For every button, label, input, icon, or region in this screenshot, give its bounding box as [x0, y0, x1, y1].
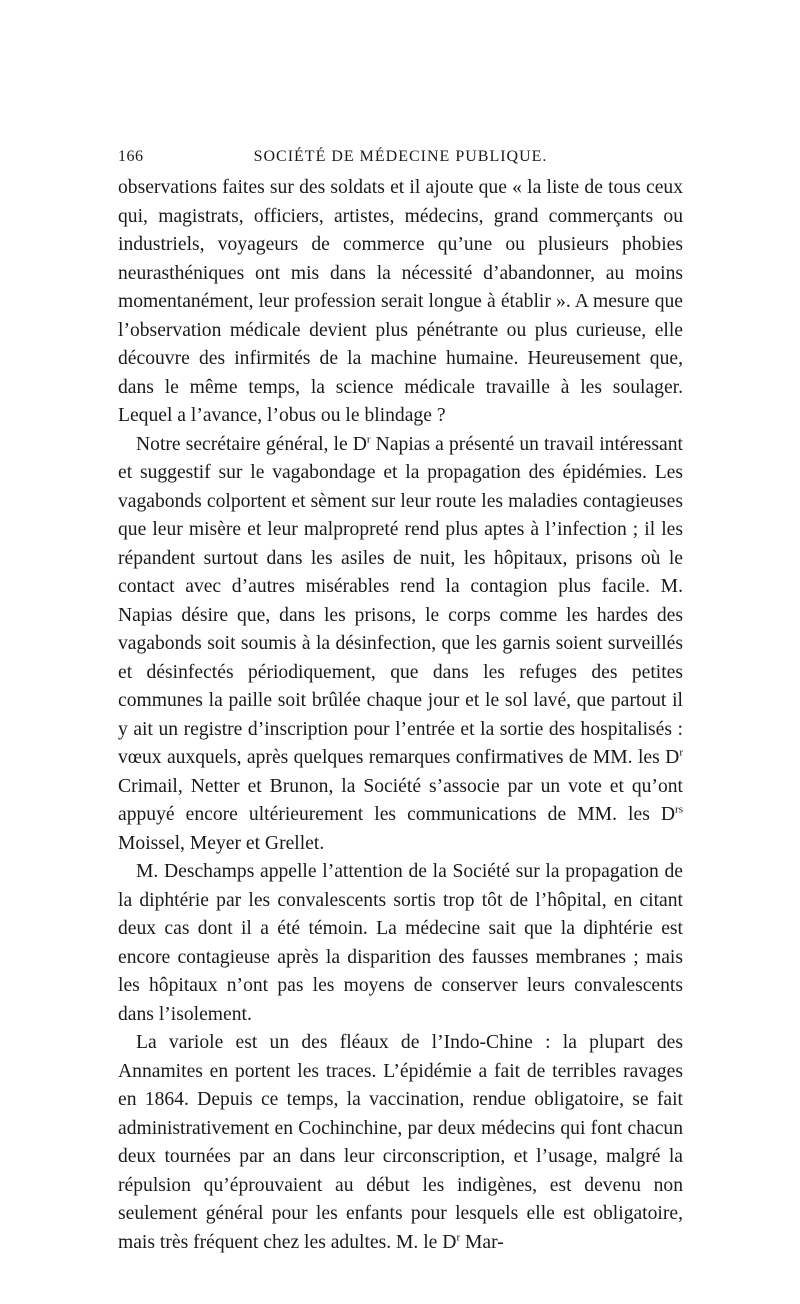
body-text: [118, 174, 683, 1257]
running-header: [118, 148, 683, 174]
paragraph-text: Napias a présenté un travail intéressant et suggestif sur le vagabondage et la propagation des épidémies. Les vagabonds colportent et sèment sur leur route les maladies contagieuses que leur misère et leur malpropreté rend plus aptes à l’infection ; il les répandent surtout dans les asiles de nuit, les hôpitaux, prisons où le contact avec d’autres misérables rend la contagion plus facile. M. Napias désire que, dans les prisons, le corps comme les hardes des vagabonds soit soumis à la désinfection, que les garnis soient surveillés et désinfectés périodiquement, que dans les refuges des petites communes la paille soit brûlée chaque jour et le sol lavé, que partout il y ait un registre d’inscription pour l’entrée et la sortie des hospitalisés : vœux auxquels, après quelques remarques confirmatives de MM. les D: [118, 433, 683, 768]
paragraph-text: Notre secrétaire général, le D: [136, 433, 367, 455]
paragraph: [118, 858, 683, 1029]
superscript: r: [456, 1230, 461, 1243]
running-title: SOCIÉTÉ DE MÉDECINE PUBLIQUE.: [253, 148, 548, 165]
page-number: 166: [118, 148, 144, 165]
paragraph-text: M. Deschamps appelle l’attention de la Société sur la propagation de la diphtérie par les convalescents sortis trop tôt de l’hôpital, en citant deux cas dont il a été témoin. La médecine sait que la diphtérie est encore contagieuse après la disparition des fausses membranes ; mais les hôpitaux n’ont pas les moyens de conserver leurs convalescents dans l’isolement.: [118, 861, 683, 1025]
superscript: r: [366, 432, 371, 445]
paragraph: [118, 431, 683, 859]
superscript: r: [679, 746, 683, 759]
paragraph-text: Crimail, Netter et Brunon, la Société s’associe par un vote et qu’ont appuyé encore ultérieurement les communications de MM. les D: [118, 775, 683, 825]
paragraph-text: Mar-: [460, 1231, 504, 1253]
paragraph-text: La variole est un des fléaux de l’Indo-Chine : la plupart des Annamites en portent les traces. L’épidémie a fait de terribles ravages en 1864. Depuis ce temps, la vaccination, rendue obligatoire, se fait administrativement en Cochinchine, par deux médecins qui font chacun deux tournées par an dans leur circonscription, et l’usage, malgré la répulsion qu’éprouvaient au début les indigènes, est devenu non seulement général pour les enfants pour lesquels elle est obligatoire, mais très fréquent chez les adultes. M. le D: [118, 1032, 683, 1253]
paragraph: [118, 1029, 683, 1257]
paragraph-text: observations faites sur des soldats et il ajoute que « la liste de tous ceux qui, magistrats, officiers, artistes, médecins, grand commerçants ou industriels, voyageurs de commerce qu’une ou plusieurs phobies neurasthéniques ont mis dans la nécessité d’abandonner, au moins momentanément, leur profession serait longue à établir ». A mesure que l’observation médicale devient plus pénétrante ou plus curieuse, elle découvre des infirmités de la machine humaine. Heureusement que, dans le même temps, la science médicale travaille à les soulager. Lequel a l’avance, l’obus ou le blindage ?: [118, 177, 683, 426]
paragraph-text: Moissel, Meyer et Grellet.: [118, 832, 325, 854]
paragraph: [118, 174, 683, 431]
superscript: rs: [675, 803, 683, 816]
book-page: [118, 148, 683, 1257]
